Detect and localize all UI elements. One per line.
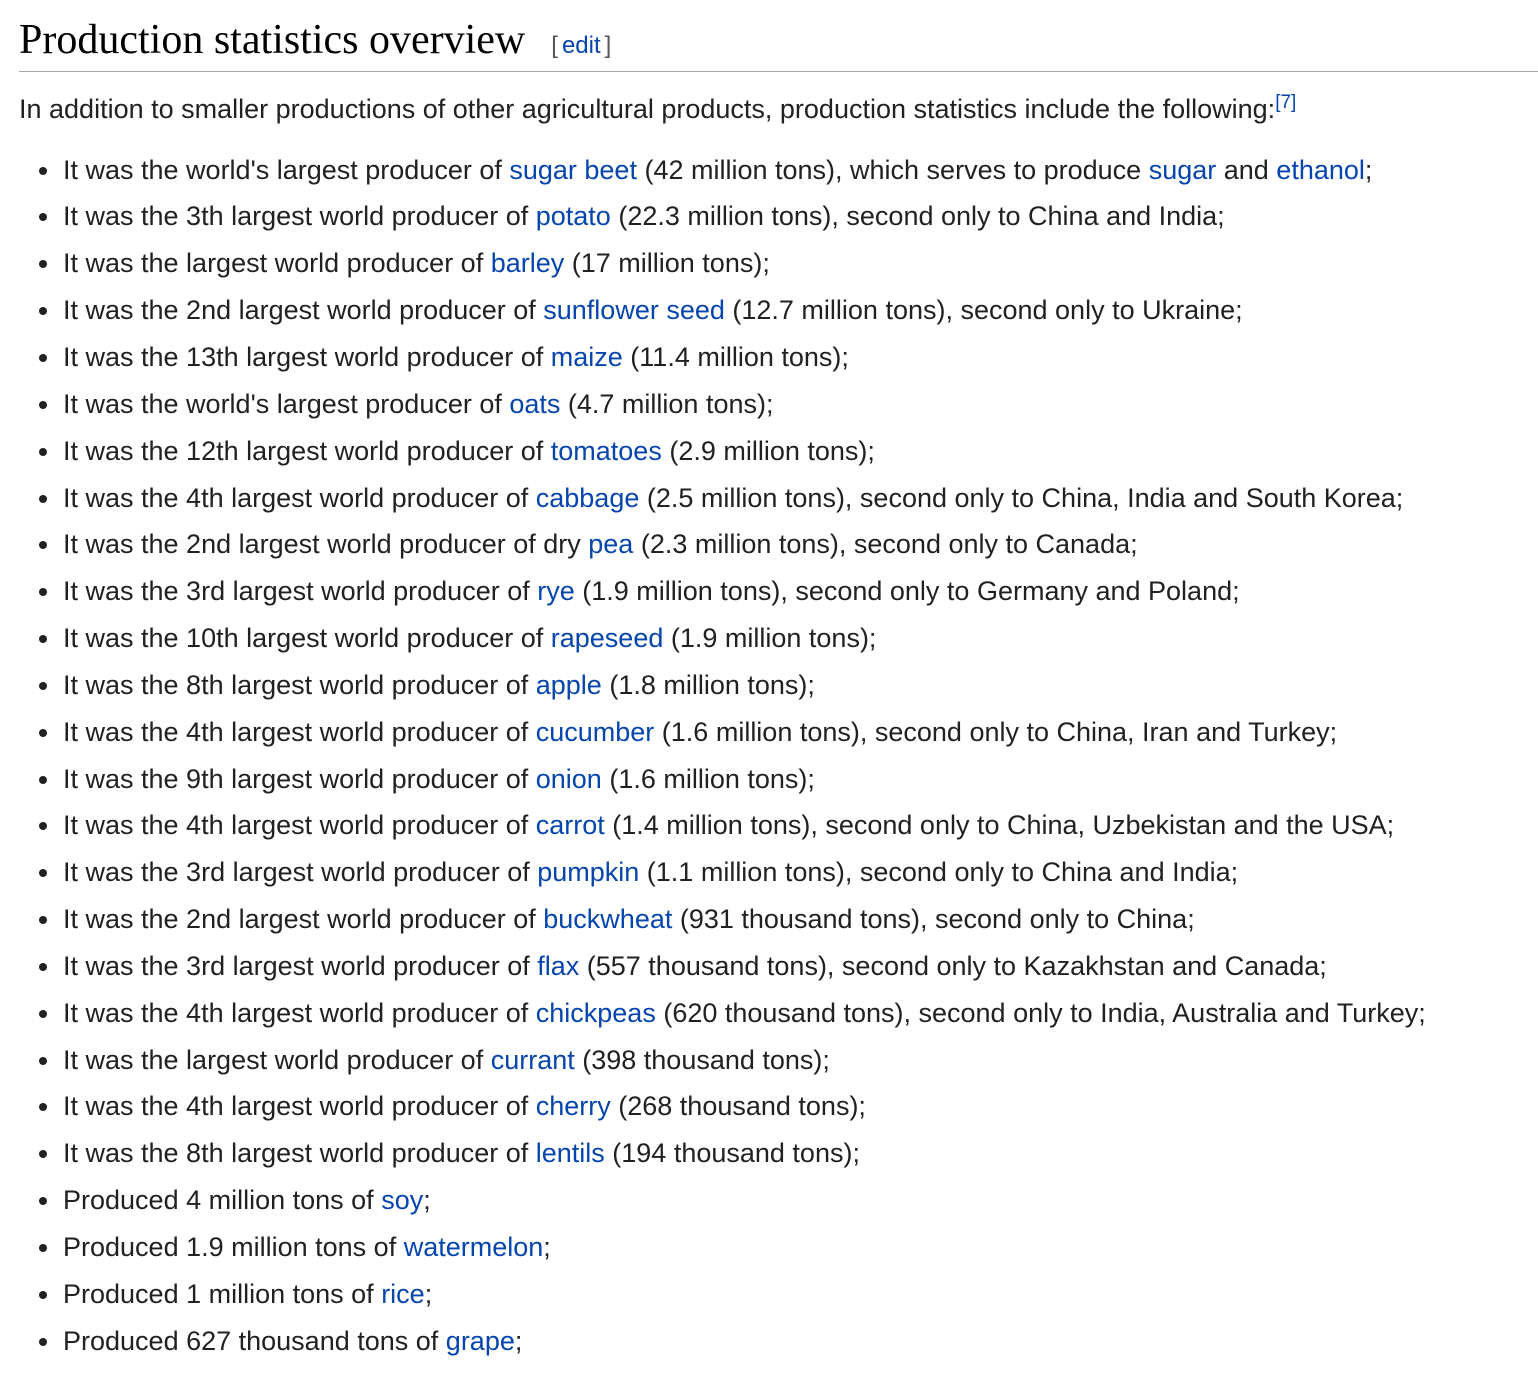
list-item	[63, 1177, 1538, 1224]
item-text: ;	[423, 1185, 431, 1216]
item-text: It was the 3rd largest world producer of	[63, 950, 538, 981]
item-text: (194 thousand tons);	[604, 1138, 860, 1169]
item-link[interactable]: cherry	[535, 1091, 611, 1122]
item-text: ;	[424, 1278, 433, 1309]
item-text: It was the 3rd largest world producer of	[63, 857, 538, 888]
item-text: (268 thousand tons);	[610, 1091, 866, 1122]
item-text: (1.8 million tons);	[601, 669, 815, 700]
item-link[interactable]: onion	[535, 763, 602, 794]
intro-paragraph	[19, 92, 1538, 127]
item-text: (1.6 million tons), second only to China, Iran and Turkey;	[654, 716, 1338, 747]
list-item	[63, 287, 1538, 334]
item-text: It was the 8th largest world producer of	[63, 1138, 536, 1169]
item-text: (17 million tons);	[564, 248, 770, 279]
item-link[interactable]: sunflower seed	[543, 295, 725, 326]
list-item	[63, 943, 1538, 990]
item-link[interactable]: soy	[381, 1185, 424, 1216]
item-link[interactable]: carrot	[535, 810, 605, 841]
item-text: It was the 10th largest world producer of	[63, 623, 551, 654]
item-link[interactable]: pumpkin	[537, 857, 640, 888]
item-link[interactable]: potato	[535, 201, 611, 232]
item-text: It was the 4th largest world producer of	[63, 716, 536, 747]
item-text: (1.4 million tons), second only to China, Uzbekistan and the USA;	[604, 810, 1395, 841]
item-link[interactable]: sugar beet	[509, 154, 637, 185]
item-link[interactable]: grape	[445, 1325, 515, 1356]
item-link[interactable]: rye	[537, 576, 575, 607]
list-item	[63, 709, 1538, 756]
item-text: It was the 4th largest world producer of	[63, 810, 536, 841]
list-item	[63, 802, 1538, 849]
list-item	[63, 849, 1538, 896]
item-link[interactable]: chickpeas	[535, 997, 656, 1028]
list-item	[63, 1083, 1538, 1130]
section-heading	[19, 14, 1538, 72]
item-text: It was the 3th largest world producer of	[63, 201, 536, 232]
item-text: and	[1216, 154, 1277, 185]
item-text: (11.4 million tons);	[622, 341, 849, 372]
item-text: (4.7 million tons);	[560, 388, 774, 419]
item-text: It was the largest world producer of	[63, 1044, 491, 1075]
list-item	[63, 147, 1538, 194]
list-item	[63, 615, 1538, 662]
item-text: It was the 4th largest world producer of	[63, 482, 536, 513]
item-text: (557 thousand tons), second only to Kazakhstan and Canada;	[579, 950, 1327, 981]
edit-link[interactable]: edit	[561, 32, 601, 59]
item-text: Produced 4 million tons of	[63, 1185, 382, 1216]
item-text: (12.7 million tons), second only to Ukraine;	[724, 295, 1243, 326]
item-link[interactable]: cabbage	[535, 482, 640, 513]
item-link[interactable]: tomatoes	[550, 435, 662, 466]
item-text: (931 thousand tons), second only to China;	[672, 904, 1195, 935]
item-text: (1.9 million tons), second only to Germany and Poland;	[574, 576, 1240, 607]
item-link[interactable]: flax	[537, 950, 580, 981]
item-text: It was the 2nd largest world producer of dry	[63, 529, 589, 560]
item-text: It was the 2nd largest world producer of	[63, 295, 544, 326]
list-item	[63, 568, 1538, 615]
item-link[interactable]: oats	[509, 388, 561, 419]
item-text: It was the 9th largest world producer of	[63, 763, 536, 794]
list-item	[63, 1318, 1538, 1365]
list-item	[63, 756, 1538, 803]
list-item	[63, 1037, 1538, 1084]
edit-bracket-close: ]	[604, 32, 612, 59]
list-item	[63, 662, 1538, 709]
list-item	[63, 1271, 1538, 1318]
item-text: (1.1 million tons), second only to China and India;	[639, 857, 1239, 888]
item-text: (620 thousand tons), second only to India, Australia and Turkey;	[655, 997, 1426, 1028]
list-item	[63, 896, 1538, 943]
item-text: (2.9 million tons);	[661, 435, 875, 466]
item-text: It was the 12th largest world producer of	[63, 435, 551, 466]
item-text: It was the 13th largest world producer of	[63, 341, 551, 372]
section-title: Production statistics overview	[19, 17, 526, 63]
item-text: (22.3 million tons), second only to China and India;	[610, 201, 1225, 232]
item-text: (398 thousand tons);	[574, 1044, 830, 1075]
item-link[interactable]: maize	[550, 341, 623, 372]
item-link[interactable]: lentils	[535, 1138, 605, 1169]
list-item	[63, 521, 1538, 568]
list-item	[63, 193, 1538, 240]
citation-link[interactable]: [7]	[1275, 91, 1297, 113]
item-link[interactable]: buckwheat	[543, 904, 673, 935]
item-text: ;	[543, 1232, 551, 1262]
item-text: It was the 4th largest world producer of	[63, 997, 536, 1028]
item-text: (1.6 million tons);	[601, 763, 815, 794]
edit-section	[551, 32, 611, 60]
item-text: It was the 4th largest world producer of	[63, 1091, 536, 1122]
item-link[interactable]: rapeseed	[550, 623, 664, 654]
item-text: It was the largest world producer of	[63, 248, 491, 279]
item-text: Produced 1.9 million tons of	[63, 1232, 404, 1262]
edit-bracket-open: [	[551, 32, 558, 59]
item-link[interactable]: pea	[588, 529, 634, 560]
list-item	[63, 1130, 1538, 1177]
item-text: ;	[514, 1325, 523, 1356]
item-text: (42 million tons), which serves to produce	[636, 154, 1149, 185]
item-link[interactable]: sugar	[1148, 154, 1217, 185]
list-item	[63, 428, 1538, 475]
item-text: It was the 8th largest world producer of	[63, 669, 536, 700]
item-text: Produced 627 thousand tons of	[63, 1325, 446, 1356]
item-link[interactable]: currant	[490, 1044, 575, 1075]
item-text: (2.3 million tons), second only to Canada;	[633, 529, 1138, 560]
item-text: It was the world's largest producer of	[63, 154, 510, 185]
item-link[interactable]: ethanol	[1276, 154, 1365, 185]
item-text: (1.9 million tons);	[663, 623, 877, 654]
item-link[interactable]: apple	[535, 669, 602, 700]
list-item	[63, 334, 1538, 381]
item-text: It was the world's largest producer of	[63, 388, 510, 419]
item-text: It was the 2nd largest world producer of	[63, 904, 544, 935]
item-link[interactable]: cucumber	[535, 716, 655, 747]
list-item	[63, 1224, 1538, 1271]
intro-text: In addition to smaller productions of other agricultural products, production statistics include the following:	[19, 93, 1276, 124]
item-text: Produced 1 million tons of	[63, 1278, 382, 1309]
item-text: ;	[1364, 154, 1373, 185]
production-list	[19, 147, 1538, 1365]
item-link[interactable]: watermelon	[403, 1232, 544, 1262]
item-text: It was the 3rd largest world producer of	[63, 576, 538, 607]
item-link[interactable]: rice	[381, 1278, 425, 1309]
list-item	[63, 381, 1538, 428]
citation-ref	[1275, 92, 1296, 113]
item-text: (2.5 million tons), second only to China, India and South Korea;	[639, 482, 1404, 513]
list-item	[63, 990, 1538, 1037]
list-item	[63, 240, 1538, 287]
list-item	[63, 475, 1538, 522]
item-link[interactable]: barley	[490, 248, 565, 279]
